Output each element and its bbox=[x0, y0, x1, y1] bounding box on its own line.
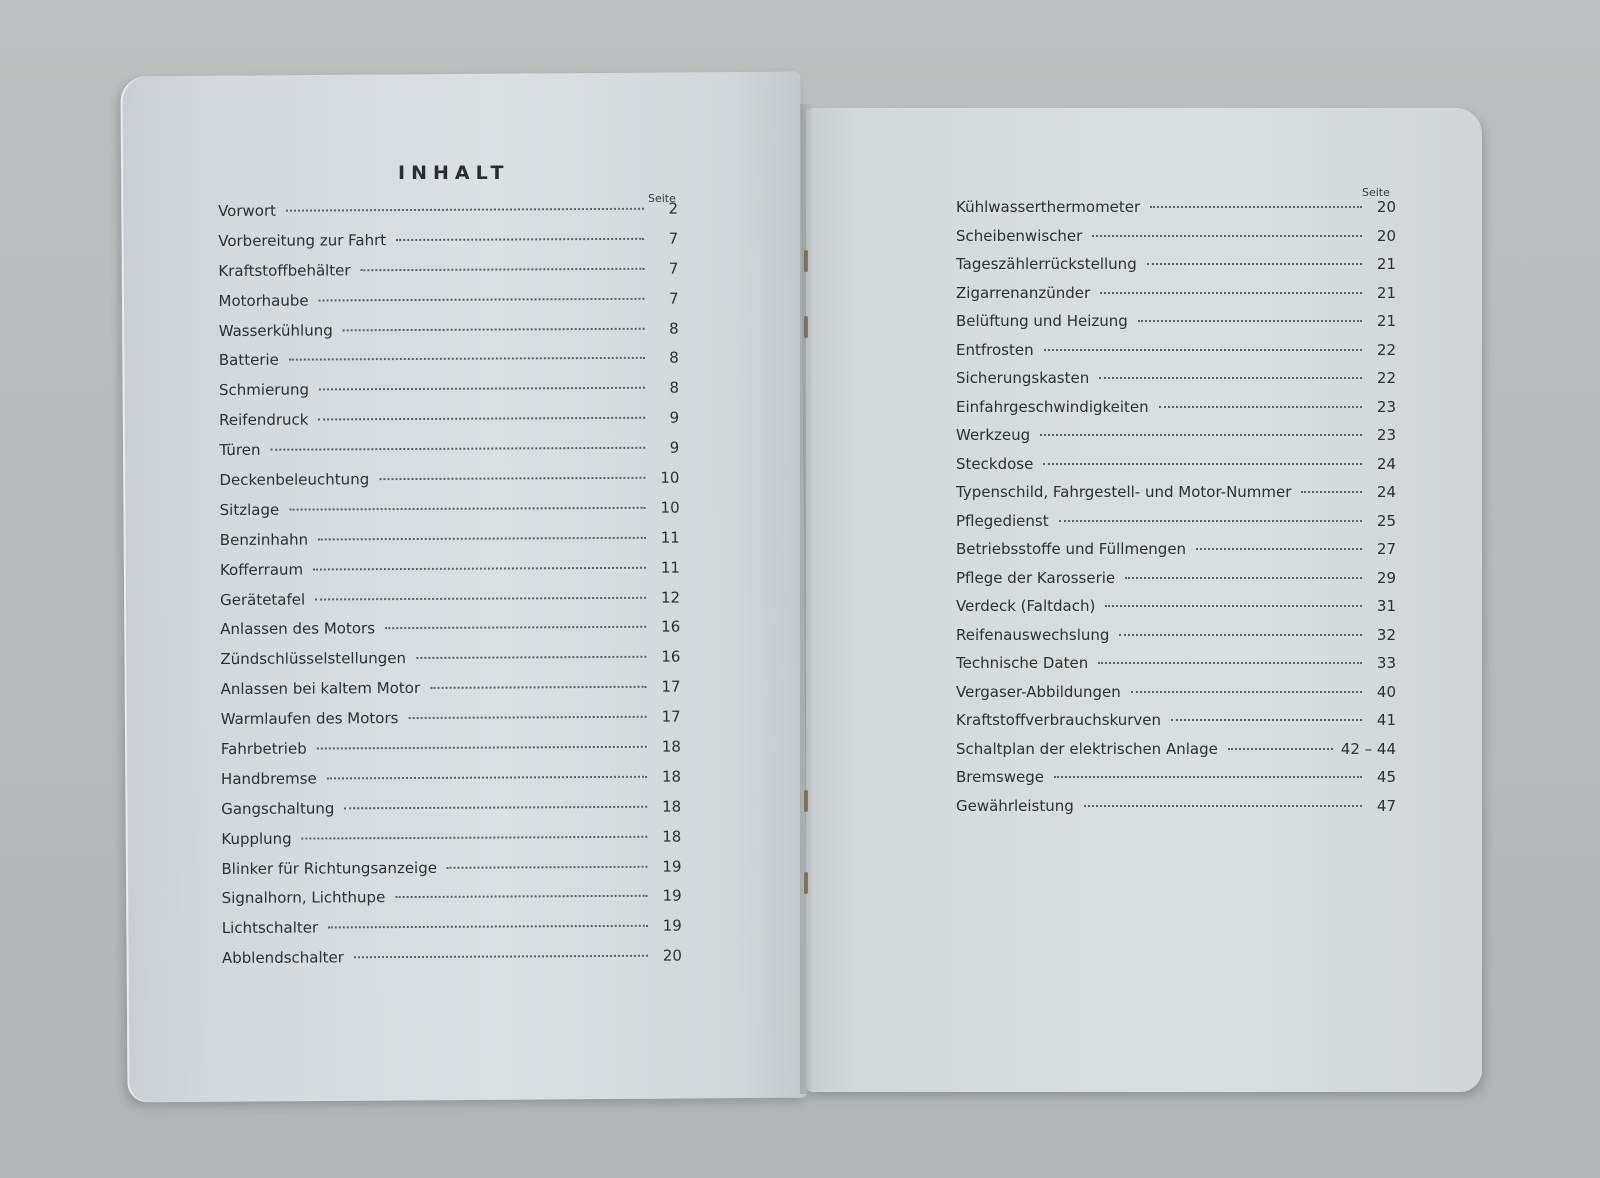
toc-entry-page: 24 bbox=[1376, 483, 1396, 501]
toc-entry-title: Sitzlage bbox=[219, 500, 280, 519]
toc-entry bbox=[222, 887, 682, 919]
toc-entry bbox=[956, 426, 1396, 455]
dot-leader bbox=[289, 507, 645, 511]
dot-leader bbox=[1059, 520, 1362, 522]
toc-entry-page: 29 bbox=[1376, 568, 1396, 587]
toc-entry-page: 47 bbox=[1376, 796, 1396, 815]
toc-entry-title: Belüftung und Heizung bbox=[956, 312, 1128, 330]
toc-entry-title: Wasserkühlung bbox=[218, 320, 333, 340]
toc-entry-page: 22 bbox=[1376, 369, 1396, 387]
toc-entry-page: 8 bbox=[669, 319, 679, 338]
dot-leader bbox=[1044, 349, 1362, 351]
toc-entry-title: Bremswege bbox=[956, 768, 1045, 786]
toc-list-left bbox=[218, 200, 682, 980]
dot-leader bbox=[1171, 719, 1362, 721]
toc-entry-page: 20 bbox=[662, 946, 683, 965]
toc-entry-page: 11 bbox=[660, 558, 680, 577]
toc-entry-title: Gewährleistung bbox=[956, 796, 1074, 815]
toc-entry-page: 9 bbox=[669, 438, 680, 457]
toc-entry bbox=[220, 528, 680, 560]
dot-leader bbox=[302, 835, 648, 839]
toc-entry-title: Typenschild, Fahrgestell- und Motor-Nummer bbox=[956, 483, 1292, 501]
toc-entry-title: Batterie bbox=[218, 351, 279, 370]
toc-entry-title: Steckdose bbox=[956, 454, 1034, 473]
dot-leader bbox=[344, 806, 647, 810]
toc-entry-page: 23 bbox=[1376, 397, 1396, 416]
toc-entry bbox=[956, 198, 1396, 227]
dot-leader bbox=[1092, 235, 1362, 237]
toc-entry-page: 2 bbox=[668, 199, 679, 218]
toc-entry bbox=[956, 483, 1396, 512]
toc-entry bbox=[220, 648, 680, 680]
toc-entry bbox=[956, 341, 1396, 370]
toc-entry-title: Vorbereitung zur Fahrt bbox=[218, 231, 387, 250]
toc-entry-title: Pflegedienst bbox=[956, 511, 1049, 530]
toc-entry-page: 27 bbox=[1376, 540, 1396, 558]
dot-leader bbox=[1119, 634, 1362, 636]
toc-entry bbox=[956, 740, 1396, 769]
dot-leader bbox=[319, 387, 645, 391]
toc-entry-page: 40 bbox=[1376, 682, 1396, 701]
toc-entry-page: 32 bbox=[1376, 625, 1396, 644]
dot-leader bbox=[354, 955, 648, 959]
dot-leader bbox=[1084, 805, 1362, 807]
toc-entry bbox=[220, 498, 680, 530]
toc-entry bbox=[218, 200, 678, 232]
toc-entry bbox=[219, 439, 679, 471]
toc-entry-title: Schmierung bbox=[218, 380, 310, 400]
toc-entry-page: 8 bbox=[669, 349, 679, 368]
dot-leader bbox=[317, 746, 647, 750]
toc-entry bbox=[956, 369, 1396, 398]
toc-entry bbox=[956, 654, 1396, 683]
toc-entry-page: 19 bbox=[662, 916, 682, 936]
toc-entry bbox=[222, 917, 682, 949]
toc-entry-page: 23 bbox=[1376, 426, 1396, 444]
toc-entry bbox=[220, 558, 680, 590]
dot-leader bbox=[408, 716, 646, 719]
dot-leader bbox=[1100, 292, 1362, 294]
toc-entry-page: 24 bbox=[1376, 454, 1396, 473]
toc-entry-title: Zündschlüsselstellungen bbox=[220, 649, 407, 669]
toc-entry bbox=[956, 626, 1396, 655]
toc-entry-title: Tageszählerrückstellung bbox=[956, 255, 1137, 273]
toc-entry-page: 19 bbox=[662, 887, 682, 906]
toc-entry-title: Warmlaufen des Motors bbox=[220, 709, 399, 729]
toc-entry-title: Anlassen des Motors bbox=[220, 619, 376, 639]
toc-entry-page: 7 bbox=[668, 289, 679, 308]
dot-leader bbox=[379, 477, 645, 480]
staple bbox=[804, 872, 808, 894]
dot-leader bbox=[1301, 491, 1362, 493]
toc-entry-page: 16 bbox=[661, 618, 681, 637]
toc-entry bbox=[221, 708, 681, 740]
dot-leader bbox=[1098, 662, 1362, 664]
toc-entry bbox=[956, 312, 1396, 341]
dot-leader bbox=[361, 268, 645, 271]
dot-leader bbox=[430, 686, 646, 689]
toc-entry bbox=[956, 597, 1396, 626]
toc-entry-page: 25 bbox=[1376, 511, 1396, 530]
toc-entry bbox=[956, 455, 1396, 484]
toc-entry bbox=[219, 349, 679, 381]
toc-entry-page: 20 bbox=[1376, 226, 1396, 245]
dot-leader bbox=[343, 327, 645, 331]
toc-entry-title: Schaltplan der elektrischen Anlage bbox=[956, 739, 1218, 758]
toc-entry bbox=[956, 255, 1396, 284]
toc-entry bbox=[219, 469, 679, 501]
toc-entry-page: 11 bbox=[660, 528, 680, 547]
toc-entry-page: 12 bbox=[660, 588, 681, 607]
toc-entry-title: Technische Daten bbox=[956, 654, 1089, 672]
toc-entry-title: Benzinhahn bbox=[219, 530, 309, 549]
dot-leader bbox=[1147, 263, 1362, 265]
page-column-label-left: Seite bbox=[648, 192, 676, 205]
toc-entry-title: Kühlwasserthermometer bbox=[956, 198, 1141, 216]
toc-entry bbox=[218, 229, 678, 261]
toc-entry-page: 45 bbox=[1376, 768, 1396, 786]
toc-entry-title: Deckenbeleuchtung bbox=[219, 470, 370, 490]
toc-entry-title: Gangschaltung bbox=[221, 799, 335, 818]
toc-entry bbox=[221, 827, 681, 859]
dot-leader bbox=[1054, 776, 1362, 778]
toc-entry-page: 41 bbox=[1376, 711, 1396, 729]
toc-entry-title: Lichtschalter bbox=[221, 918, 319, 938]
toc-entry bbox=[956, 398, 1396, 427]
toc-entry-title: Blinker für Richtungsanzeige bbox=[221, 858, 438, 878]
toc-entry-page: 17 bbox=[661, 677, 681, 696]
toc-entry-page: 7 bbox=[668, 229, 679, 248]
toc-entry bbox=[221, 768, 681, 800]
staple bbox=[804, 790, 808, 812]
toc-entry-page: 19 bbox=[662, 857, 682, 876]
toc-entry bbox=[220, 588, 680, 620]
toc-entry-title: Betriebsstoffe und Füllmengen bbox=[956, 540, 1187, 558]
toc-entry-page: 17 bbox=[661, 707, 681, 726]
dot-leader bbox=[318, 537, 646, 541]
toc-entry-title: Scheibenwischer bbox=[956, 226, 1083, 245]
dot-leader bbox=[385, 626, 646, 629]
dot-leader bbox=[327, 776, 647, 780]
toc-entry bbox=[956, 711, 1396, 740]
toc-entry-title: Fahrbetrieb bbox=[220, 739, 307, 759]
toc-entry-title: Gerätetafel bbox=[220, 590, 306, 609]
toc-entry bbox=[222, 947, 682, 979]
dot-leader bbox=[1125, 577, 1362, 579]
dot-leader bbox=[319, 297, 645, 301]
dot-leader bbox=[396, 238, 644, 241]
toc-entry-title: Kofferraum bbox=[219, 560, 304, 579]
toc-entry-page: 21 bbox=[1376, 283, 1396, 302]
dot-leader bbox=[1150, 206, 1362, 208]
toc-entry bbox=[956, 569, 1396, 598]
toc-entry-title: Werkzeug bbox=[956, 426, 1031, 444]
toc-entry bbox=[956, 227, 1396, 256]
toc-entry-page: 18 bbox=[661, 737, 681, 756]
toc-entry bbox=[956, 540, 1396, 569]
dot-leader bbox=[1040, 434, 1362, 436]
toc-entry-title: Motorhaube bbox=[218, 291, 309, 310]
toc-entry bbox=[218, 289, 678, 321]
toc-entry-page: 9 bbox=[669, 408, 680, 427]
toc-entry-title: Kraftstoffbehälter bbox=[218, 261, 351, 280]
toc-entry bbox=[956, 512, 1396, 541]
toc-entry bbox=[956, 797, 1396, 826]
toc-entry-page: 8 bbox=[669, 378, 680, 397]
dot-leader bbox=[1105, 605, 1362, 607]
dot-leader bbox=[1138, 320, 1362, 322]
dot-leader bbox=[416, 656, 646, 659]
toc-entry-page: 20 bbox=[1376, 198, 1396, 216]
dot-leader bbox=[1099, 377, 1362, 379]
toc-entry bbox=[221, 797, 681, 829]
toc-entry bbox=[221, 738, 681, 770]
toc-entry-title: Signalhorn, Lichthupe bbox=[221, 888, 386, 908]
dot-leader bbox=[270, 447, 645, 451]
toc-entry-title: Reifendruck bbox=[219, 410, 309, 430]
toc-entry-title: Zigarrenanzünder bbox=[956, 283, 1091, 302]
page-column-label-right: Seite bbox=[1362, 186, 1390, 199]
dot-leader bbox=[286, 208, 644, 212]
dot-leader bbox=[1131, 691, 1362, 693]
toc-entry bbox=[221, 678, 681, 710]
toc-entry bbox=[956, 768, 1396, 797]
toc-entry-page: 7 bbox=[668, 259, 679, 278]
toc-entry-page: 10 bbox=[660, 468, 680, 487]
toc-entry-title: Vorwort bbox=[218, 201, 277, 220]
staple bbox=[804, 316, 808, 338]
toc-entry bbox=[219, 379, 679, 411]
toc-entry-page: 16 bbox=[661, 647, 681, 667]
toc-entry-title: Türen bbox=[219, 440, 261, 460]
toc-heading: INHALT bbox=[398, 162, 510, 184]
toc-entry-title: Pflege der Karosserie bbox=[956, 568, 1116, 587]
dot-leader bbox=[318, 417, 645, 421]
toc-entry-title: Anlassen bei kaltem Motor bbox=[220, 679, 421, 699]
toc-entry bbox=[219, 409, 679, 441]
toc-entry bbox=[956, 284, 1396, 313]
dot-leader bbox=[328, 925, 648, 929]
toc-entry-title: Einfahrgeschwindigkeiten bbox=[956, 397, 1149, 416]
toc-entry-title: Entfrosten bbox=[956, 340, 1034, 359]
toc-entry-page: 21 bbox=[1376, 312, 1396, 330]
toc-entry bbox=[220, 618, 680, 650]
toc-entry-page: 42 – 44 bbox=[1340, 739, 1396, 758]
toc-entry-title: Reifenauswechslung bbox=[956, 625, 1110, 644]
dot-leader bbox=[447, 865, 648, 868]
toc-entry bbox=[221, 857, 681, 889]
toc-entry-title: Abblendschalter bbox=[221, 948, 344, 968]
toc-entry-page: 10 bbox=[660, 498, 680, 517]
dot-leader bbox=[1159, 406, 1362, 408]
toc-entry-title: Kraftstoffverbrauchskurven bbox=[956, 711, 1162, 729]
toc-entry-page: 21 bbox=[1376, 255, 1396, 273]
toc-entry-title: Vergaser-Abbildungen bbox=[956, 682, 1121, 701]
staple bbox=[804, 250, 808, 272]
dot-leader bbox=[315, 596, 646, 600]
toc-list-right bbox=[956, 198, 1396, 825]
toc-entry-page: 18 bbox=[661, 767, 682, 786]
dot-leader bbox=[289, 357, 645, 361]
toc-entry-title: Kupplung bbox=[221, 829, 292, 848]
toc-entry-page: 22 bbox=[1376, 340, 1396, 359]
dot-leader bbox=[1043, 463, 1362, 465]
toc-entry-title: Handbremse bbox=[220, 769, 317, 788]
toc-entry-title: Verdeck (Faltdach) bbox=[956, 597, 1096, 615]
toc-entry bbox=[956, 683, 1396, 712]
toc-entry bbox=[218, 259, 678, 291]
toc-entry-page: 18 bbox=[662, 827, 682, 846]
dot-leader bbox=[1228, 748, 1333, 750]
dot-leader bbox=[395, 895, 647, 898]
dot-leader bbox=[313, 566, 646, 570]
toc-entry-title: Sicherungskasten bbox=[956, 369, 1090, 387]
toc-entry-page: 33 bbox=[1376, 654, 1396, 672]
dot-leader bbox=[1196, 548, 1362, 550]
toc-entry-page: 31 bbox=[1376, 597, 1396, 615]
toc-entry bbox=[219, 319, 679, 351]
toc-entry-page: 18 bbox=[662, 797, 682, 816]
